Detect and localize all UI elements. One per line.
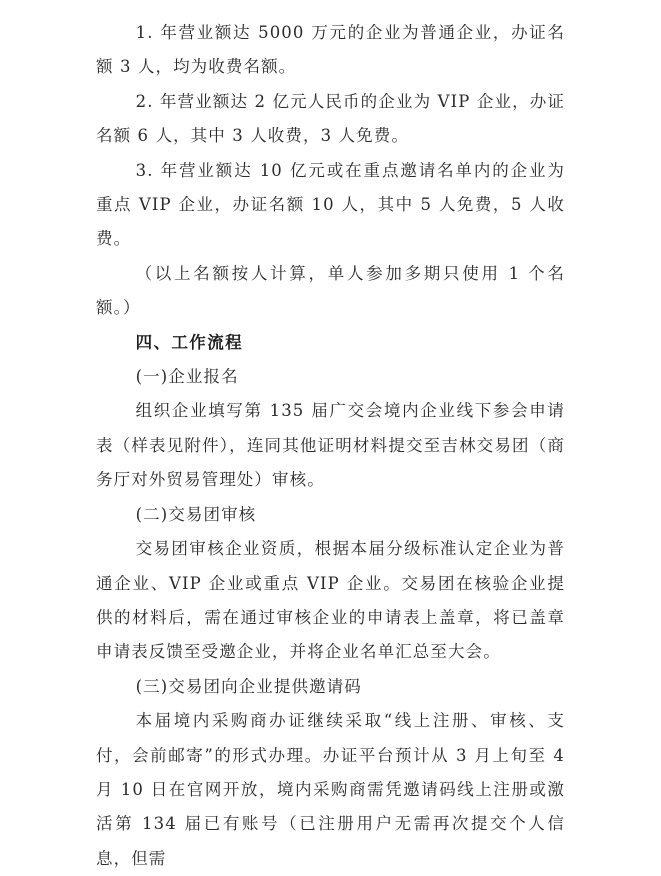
subheading-enterprise-registration: (一)企业报名 xyxy=(135,367,239,387)
subheading-invitation-code: (三)交易团向企业提供邀请码 xyxy=(135,676,362,696)
section-heading-workflow: 四、工作流程 xyxy=(135,332,243,352)
subheading-delegation-review: (二)交易团审核 xyxy=(135,504,257,524)
paragraph-tier-3: 3. 年营业额达 10 亿元或在重点邀请名单内的企业为重点 VIP 企业，办证名额 10 人，其中 5 人免费，5 人收费。 xyxy=(96,160,565,249)
paragraph-quota-note: （以上名额按人计算，单人参加多期只使用 1 个名额。） xyxy=(96,263,565,318)
paragraph-registration: 组织企业填写第 135 届广交会境内企业线下参会申请表（样表见附件），连同其他证明材料提交至吉林交易团（商务厅对外贸易管理处）审核。 xyxy=(96,401,565,490)
paragraph-tier-1: 1. 年营业额达 5000 万元的企业为普通企业，办证名额 3 人，均为收费名额。 xyxy=(96,23,565,77)
paragraph-review: 交易团审核企业资质，根据本届分级标准认定企业为普通企业、VIP 企业或重点 VIP 企业。交易团在核验企业提供的材料后，需在通过审核企业的申请表上盖章，将已盖章申请表反馈至受邀企业，并将企业名单汇总至大会。 xyxy=(96,539,565,662)
paragraph-invitation: 本届境内采购商办证继续采取“线上注册、审核、支付，会前邮寄”的形式办理。办证平台预计从 3 月上旬至 4 月 10 日在官网开放，境内采购商需凭邀请码线上注册或激活第 134 届已有账号（已注册用户无需再次提交个人信息，但需 xyxy=(96,711,565,868)
paragraph-tier-2: 2. 年营业额达 2 亿元人民币的企业为 VIP 企业，办证名额 6 人，其中 3 人收费，3 人免费。 xyxy=(96,91,565,146)
